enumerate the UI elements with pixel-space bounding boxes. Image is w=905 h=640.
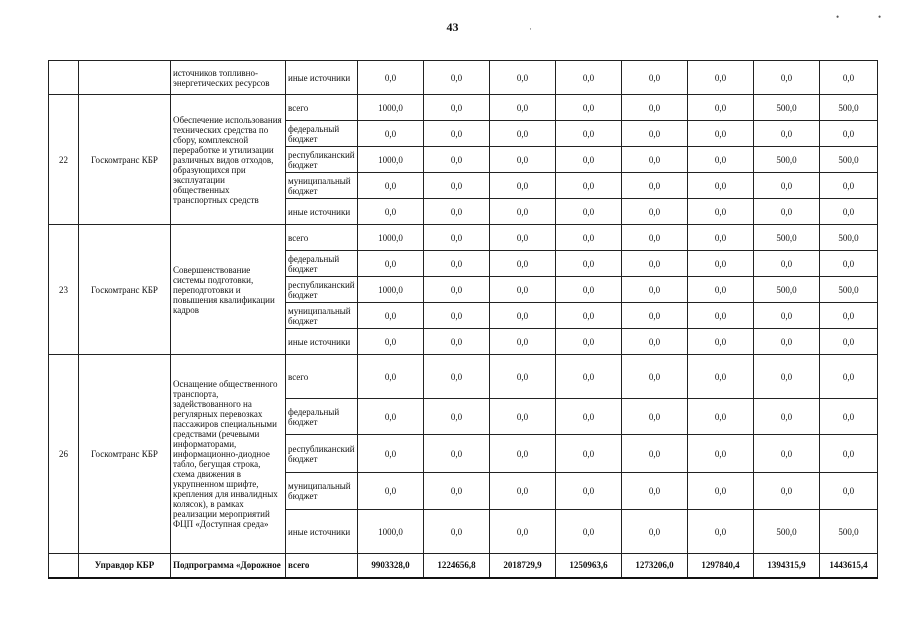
value-cell: 1224656,8 <box>424 554 490 578</box>
value-cell: 0,0 <box>622 225 688 251</box>
value-cell: 0,0 <box>622 329 688 355</box>
value-cell: 1250963,6 <box>556 554 622 578</box>
value-cell: 0,0 <box>556 173 622 199</box>
value-cell: 0,0 <box>820 199 878 225</box>
executor-cell <box>79 61 171 95</box>
value-cell: 0,0 <box>424 199 490 225</box>
value-cell: 0,0 <box>556 329 622 355</box>
source-cell: республиканский бюджет <box>286 277 358 303</box>
value-cell: 500,0 <box>754 510 820 554</box>
source-cell: иные источники <box>286 329 358 355</box>
value-cell: 0,0 <box>556 510 622 554</box>
source-cell: республиканский бюджет <box>286 147 358 173</box>
value-cell: 0,0 <box>424 399 490 435</box>
value-cell: 0,0 <box>358 251 424 277</box>
source-cell: всего <box>286 355 358 399</box>
scan-artifact: • <box>878 12 882 22</box>
value-cell: 0,0 <box>490 473 556 510</box>
value-cell: 0,0 <box>424 173 490 199</box>
value-cell: 0,0 <box>358 355 424 399</box>
value-cell: 0,0 <box>556 355 622 399</box>
value-cell: 0,0 <box>622 277 688 303</box>
value-cell: 1297840,4 <box>688 554 754 578</box>
table-row <box>49 355 878 399</box>
value-cell: 0,0 <box>556 61 622 95</box>
value-cell: 0,0 <box>490 277 556 303</box>
value-cell: 0,0 <box>556 277 622 303</box>
value-cell: 0,0 <box>556 95 622 121</box>
value-cell: 0,0 <box>556 303 622 329</box>
value-cell: 0,0 <box>688 329 754 355</box>
table-row <box>49 61 878 95</box>
event-cell: Оснащение общественного транспорта, задействованного на регулярных перевозках пассажиров специальными средствами (речевыми информаторами, информационно-диодное табло, бегущая строка, схема движения в укрупненном шрифте, крепления для инвалидных колясок), в рамках реализации мероприятий ФЦП «Доступная среда» <box>171 355 286 554</box>
value-cell: 0,0 <box>688 473 754 510</box>
value-cell: 0,0 <box>358 303 424 329</box>
value-cell: 0,0 <box>424 225 490 251</box>
source-cell: федеральный бюджет <box>286 399 358 435</box>
source-cell: всего <box>286 95 358 121</box>
value-cell: 0,0 <box>754 121 820 147</box>
page-number: 43 <box>446 20 459 34</box>
value-cell: 0,0 <box>688 399 754 435</box>
value-cell: 0,0 <box>622 399 688 435</box>
value-cell: 0,0 <box>424 510 490 554</box>
value-cell: 0,0 <box>424 473 490 510</box>
value-cell: 0,0 <box>820 399 878 435</box>
value-cell: 0,0 <box>358 435 424 473</box>
value-cell: 0,0 <box>688 199 754 225</box>
value-cell: 0,0 <box>424 435 490 473</box>
value-cell: 500,0 <box>754 147 820 173</box>
value-cell: 1000,0 <box>358 277 424 303</box>
value-cell: 0,0 <box>490 121 556 147</box>
value-cell: 0,0 <box>490 61 556 95</box>
value-cell: 0,0 <box>490 225 556 251</box>
source-cell: всего <box>286 225 358 251</box>
value-cell: 0,0 <box>556 147 622 173</box>
value-cell: 0,0 <box>622 121 688 147</box>
value-cell: 0,0 <box>754 329 820 355</box>
value-cell: 0,0 <box>622 173 688 199</box>
source-cell: федеральный бюджет <box>286 121 358 147</box>
source-cell: иные источники <box>286 199 358 225</box>
value-cell: 1443615,4 <box>820 554 878 578</box>
value-cell: 1000,0 <box>358 95 424 121</box>
source-cell: федеральный бюджет <box>286 251 358 277</box>
value-cell: 0,0 <box>424 251 490 277</box>
value-cell: 0,0 <box>754 355 820 399</box>
value-cell: 0,0 <box>622 147 688 173</box>
value-cell: 0,0 <box>490 510 556 554</box>
source-cell: республиканский бюджет <box>286 435 358 473</box>
value-cell: 0,0 <box>622 510 688 554</box>
value-cell: 0,0 <box>754 61 820 95</box>
scan-artifact: • <box>836 12 840 22</box>
value-cell: 0,0 <box>424 277 490 303</box>
value-cell: 0,0 <box>358 399 424 435</box>
value-cell: 0,0 <box>490 251 556 277</box>
index-cell <box>49 554 79 578</box>
value-cell: 0,0 <box>754 399 820 435</box>
value-cell: 0,0 <box>688 121 754 147</box>
value-cell: 0,0 <box>490 199 556 225</box>
event-cell: Обеспечение использования технических средства по сбору, комплексной переработке и утилизации различных видов отходов, образующихся при эксплуатации общественных транспортных средств <box>171 95 286 225</box>
value-cell: 0,0 <box>424 95 490 121</box>
index-cell: 22 <box>49 95 79 225</box>
value-cell: 0,0 <box>490 173 556 199</box>
value-cell: 0,0 <box>820 303 878 329</box>
value-cell: 0,0 <box>688 95 754 121</box>
value-cell: 1273206,0 <box>622 554 688 578</box>
value-cell: 1394315,9 <box>754 554 820 578</box>
value-cell: 500,0 <box>820 225 878 251</box>
value-cell: 0,0 <box>556 251 622 277</box>
value-cell: 0,0 <box>688 61 754 95</box>
value-cell: 0,0 <box>490 95 556 121</box>
total-row <box>49 554 878 578</box>
value-cell: 0,0 <box>820 121 878 147</box>
value-cell: 0,0 <box>424 329 490 355</box>
value-cell: 500,0 <box>820 147 878 173</box>
value-cell: 0,0 <box>424 61 490 95</box>
executor-cell: Госкомтранс КБР <box>79 355 171 554</box>
value-cell: 9903328,0 <box>358 554 424 578</box>
value-cell: 0,0 <box>424 121 490 147</box>
value-cell: 0,0 <box>358 61 424 95</box>
source-cell: всего <box>286 554 358 578</box>
index-cell: 23 <box>49 225 79 355</box>
source-cell: иные источники <box>286 510 358 554</box>
value-cell: 0,0 <box>622 355 688 399</box>
table-row <box>49 95 878 121</box>
value-cell: 0,0 <box>622 61 688 95</box>
value-cell: 0,0 <box>490 435 556 473</box>
value-cell: 0,0 <box>754 173 820 199</box>
value-cell: 0,0 <box>688 147 754 173</box>
value-cell: 0,0 <box>622 435 688 473</box>
value-cell: 0,0 <box>490 303 556 329</box>
value-cell: 0,0 <box>688 225 754 251</box>
value-cell: 0,0 <box>754 435 820 473</box>
value-cell: 0,0 <box>688 355 754 399</box>
index-cell: 26 <box>49 355 79 554</box>
value-cell: 0,0 <box>490 399 556 435</box>
value-cell: 0,0 <box>358 173 424 199</box>
value-cell: 0,0 <box>754 251 820 277</box>
value-cell: 0,0 <box>622 303 688 329</box>
value-cell: 1000,0 <box>358 147 424 173</box>
value-cell: 0,0 <box>754 473 820 510</box>
value-cell: 2018729,9 <box>490 554 556 578</box>
value-cell: 0,0 <box>556 435 622 473</box>
value-cell: 0,0 <box>556 199 622 225</box>
event-cell: источников топливно-энергетических ресурсов <box>171 61 286 95</box>
source-cell: муниципальный бюджет <box>286 173 358 199</box>
value-cell: 0,0 <box>688 277 754 303</box>
value-cell: 0,0 <box>622 95 688 121</box>
source-cell: муниципальный бюджет <box>286 303 358 329</box>
value-cell: 0,0 <box>358 121 424 147</box>
value-cell: 0,0 <box>424 355 490 399</box>
event-cell: Совершенствование системы подготовки, переподготовки и повышения квалификации кадров <box>171 225 286 355</box>
source-cell: муниципальный бюджет <box>286 473 358 510</box>
executor-cell: Госкомтранс КБР <box>79 95 171 225</box>
table-row <box>49 225 878 251</box>
value-cell: 500,0 <box>754 277 820 303</box>
source-cell: иные источники <box>286 61 358 95</box>
value-cell: 0,0 <box>556 473 622 510</box>
value-cell: 0,0 <box>622 473 688 510</box>
value-cell: 0,0 <box>556 399 622 435</box>
value-cell: 0,0 <box>820 355 878 399</box>
executor-cell: Управдор КБР <box>79 554 171 578</box>
value-cell: 0,0 <box>358 199 424 225</box>
value-cell: 0,0 <box>688 173 754 199</box>
value-cell: 500,0 <box>820 277 878 303</box>
value-cell: 0,0 <box>490 355 556 399</box>
value-cell: 0,0 <box>688 435 754 473</box>
value-cell: 0,0 <box>820 173 878 199</box>
value-cell: 500,0 <box>820 95 878 121</box>
value-cell: 0,0 <box>820 251 878 277</box>
value-cell: 0,0 <box>358 473 424 510</box>
value-cell: 500,0 <box>820 510 878 554</box>
scan-artifact: · <box>529 24 532 34</box>
value-cell: 0,0 <box>820 473 878 510</box>
value-cell: 0,0 <box>622 251 688 277</box>
value-cell: 500,0 <box>754 95 820 121</box>
value-cell: 0,0 <box>490 329 556 355</box>
value-cell: 0,0 <box>754 199 820 225</box>
value-cell: 0,0 <box>490 147 556 173</box>
value-cell: 0,0 <box>820 61 878 95</box>
value-cell: 0,0 <box>556 121 622 147</box>
value-cell: 0,0 <box>688 251 754 277</box>
executor-cell: Госкомтранс КБР <box>79 225 171 355</box>
value-cell: 500,0 <box>754 225 820 251</box>
value-cell: 1000,0 <box>358 225 424 251</box>
value-cell: 0,0 <box>820 329 878 355</box>
value-cell: 0,0 <box>688 303 754 329</box>
index-cell <box>49 61 79 95</box>
value-cell: 0,0 <box>358 329 424 355</box>
event-cell: Подпрограмма «Дорожное <box>171 554 286 578</box>
value-cell: 0,0 <box>424 303 490 329</box>
budget-table <box>48 60 878 579</box>
value-cell: 0,0 <box>688 510 754 554</box>
value-cell: 0,0 <box>754 303 820 329</box>
value-cell: 0,0 <box>622 199 688 225</box>
value-cell: 0,0 <box>424 147 490 173</box>
value-cell: 0,0 <box>820 435 878 473</box>
value-cell: 1000,0 <box>358 510 424 554</box>
value-cell: 0,0 <box>556 225 622 251</box>
